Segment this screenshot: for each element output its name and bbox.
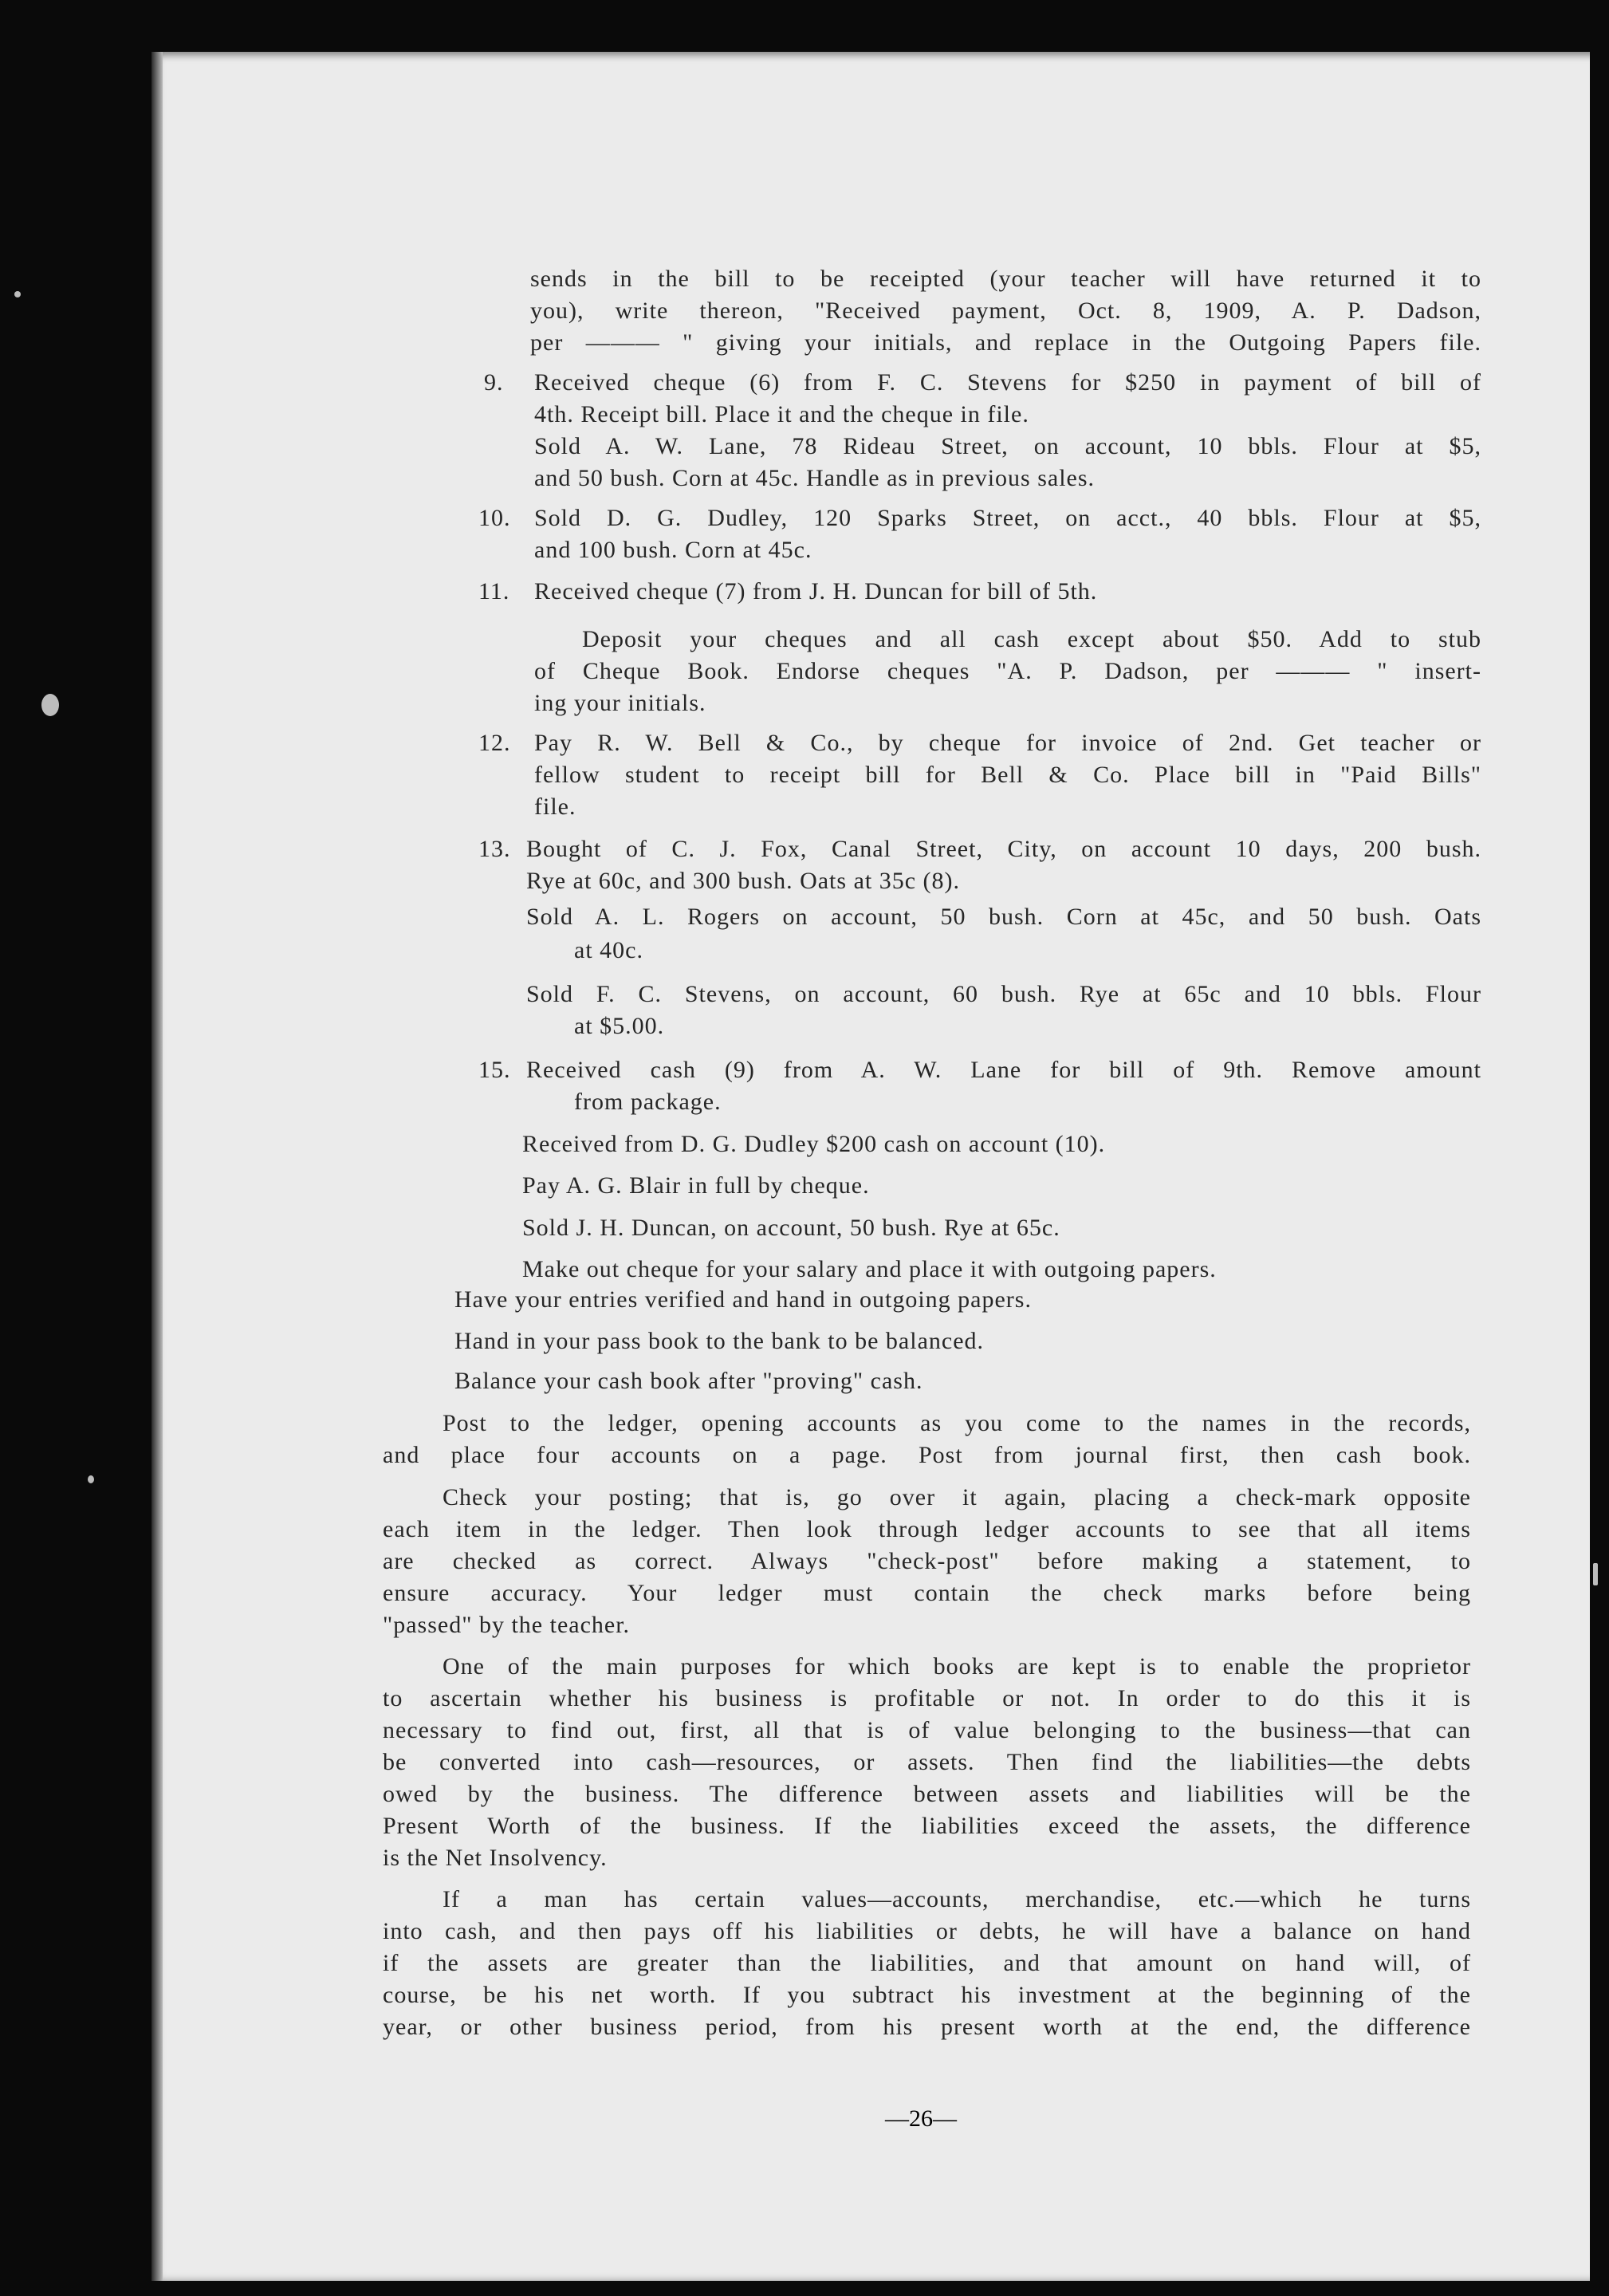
text-line: each item in the ledger. Then look through ledger accounts to see that all items [383,1516,1471,1542]
text-line: of Cheque Book. Endorse cheques "A. P. Dadson, per ——— " insert- [534,658,1481,684]
text-line: One of the main purposes for which books are kept is to enable the proprietor [443,1653,1471,1680]
film-speck [41,694,59,716]
text-line: and place four accounts on a page. Post from journal first, then cash book. [383,1442,1471,1468]
text-line: Sold A. W. Lane, 78 Rideau Street, on account, 10 bbls. Flour at $5, [534,433,1481,459]
text-line: are checked as correct. Always "check-post" before making a statement, to [383,1548,1471,1574]
page-number: —26— [885,2105,957,2132]
text-line: and 50 bush. Corn at 45c. Handle as in previous sales. [534,465,1096,491]
text-line: Sold D. G. Dudley, 120 Sparks Street, on acct., 40 bbls. Flour at $5, [534,505,1481,531]
text-line: is the Net Insolvency. [383,1845,608,1871]
text-line: file. [534,794,576,820]
film-speck [88,1475,94,1483]
film-speck [1593,1563,1598,1585]
text-line: Present Worth of the business. If the liabilities exceed the assets, the difference [383,1813,1471,1839]
item-number: 11. [478,578,510,605]
text-line: into cash, and then pays off his liabilities or debts, he will have a balance on hand [383,1918,1471,1944]
text-line: if the assets are greater than the liabilities, and that amount on hand will, of [383,1950,1471,1976]
text-line: Pay A. G. Blair in full by cheque. [522,1172,870,1199]
text-line: fellow student to receipt bill for Bell & Co. Place bill in "Paid Bills" [534,762,1481,788]
text-line: 4th. Receipt bill. Place it and the cheque in file. [534,401,1029,427]
text-line: from package. [574,1089,722,1115]
item-number: 12. [478,730,511,756]
text-line: Received cash (9) from A. W. Lane for bill of 9th. Remove amount [526,1057,1481,1083]
text-line: at $5.00. [574,1013,665,1039]
text-line: If a man has certain values—accounts, merchandise, etc.—which he turns [443,1886,1471,1912]
text-line: Received cheque (6) from F. C. Stevens for $250 in payment of bill of [534,369,1481,396]
text-line: Bought of C. J. Fox, Canal Street, City, on account 10 days, 200 bush. [526,836,1481,862]
item-number: 9. [484,369,504,396]
document-page [151,52,1607,2281]
text-line: Rye at 60c, and 300 bush. Oats at 35c (8). [526,868,961,894]
text-line: ing your initials. [534,690,706,716]
text-line: Post to the ledger, opening accounts as you come to the names in the records, [443,1410,1471,1436]
text-line: course, be his net worth. If you subtract his investment at the beginning of the [383,1982,1471,2008]
item-number: 15. [478,1057,511,1083]
text-line: you), write thereon, "Received payment, Oct. 8, 1909, A. P. Dadson, [530,297,1481,324]
text-line: at 40c. [574,937,643,963]
item-number: 10. [478,505,511,531]
text-line: ensure accuracy. Your ledger must contain the check marks before being [383,1580,1471,1606]
text-line: Sold J. H. Duncan, on account, 50 bush. Rye at 65c. [522,1215,1060,1241]
text-line: Pay R. W. Bell & Co., by cheque for invoice of 2nd. Get teacher or [534,730,1481,756]
text-line: owed by the business. The difference between assets and liabilities will be the [383,1781,1471,1807]
text-line: "passed" by the teacher. [383,1612,631,1638]
text-line: Deposit your cheques and all cash except about $50. Add to stub [582,626,1481,652]
text-line: be converted into cash—resources, or assets. Then find the liabilities—the debts [383,1749,1471,1775]
text-line: to ascertain whether his business is profitable or not. In order to do this it is [383,1685,1471,1711]
film-speck [14,291,21,297]
text-line: Sold A. L. Rogers on account, 50 bush. Corn at 45c, and 50 bush. Oats [526,904,1481,930]
text-line: Received from D. G. Dudley $200 cash on account (10). [522,1131,1106,1157]
text-line: sends in the bill to be receipted (your teacher will have returned it to [530,266,1481,292]
text-line: necessary to find out, first, all that is of value belonging to the business—that can [383,1717,1471,1743]
text-line: Sold F. C. Stevens, on account, 60 bush. Rye at 65c and 10 bbls. Flour [526,981,1481,1007]
text-line: Balance your cash book after "proving" cash. [454,1368,923,1394]
text-line: Hand in your pass book to the bank to be balanced. [454,1328,985,1354]
text-line: Check your posting; that is, go over it again, placing a check-mark opposite [443,1484,1471,1510]
item-number: 13. [478,836,511,862]
text-line: Received cheque (7) from J. H. Duncan for bill of 5th. [534,578,1098,605]
text-line: and 100 bush. Corn at 45c. [534,537,812,563]
text-line: Have your entries verified and hand in outgoing papers. [454,1286,1032,1313]
text-line: Make out cheque for your salary and place it with outgoing papers. [522,1256,1217,1282]
text-line: per ——— " giving your initials, and replace in the Outgoing Papers file. [530,329,1481,356]
page-edge-shadow [1590,52,1607,2281]
text-line: year, or other business period, from his present worth at the end, the difference [383,2014,1471,2040]
